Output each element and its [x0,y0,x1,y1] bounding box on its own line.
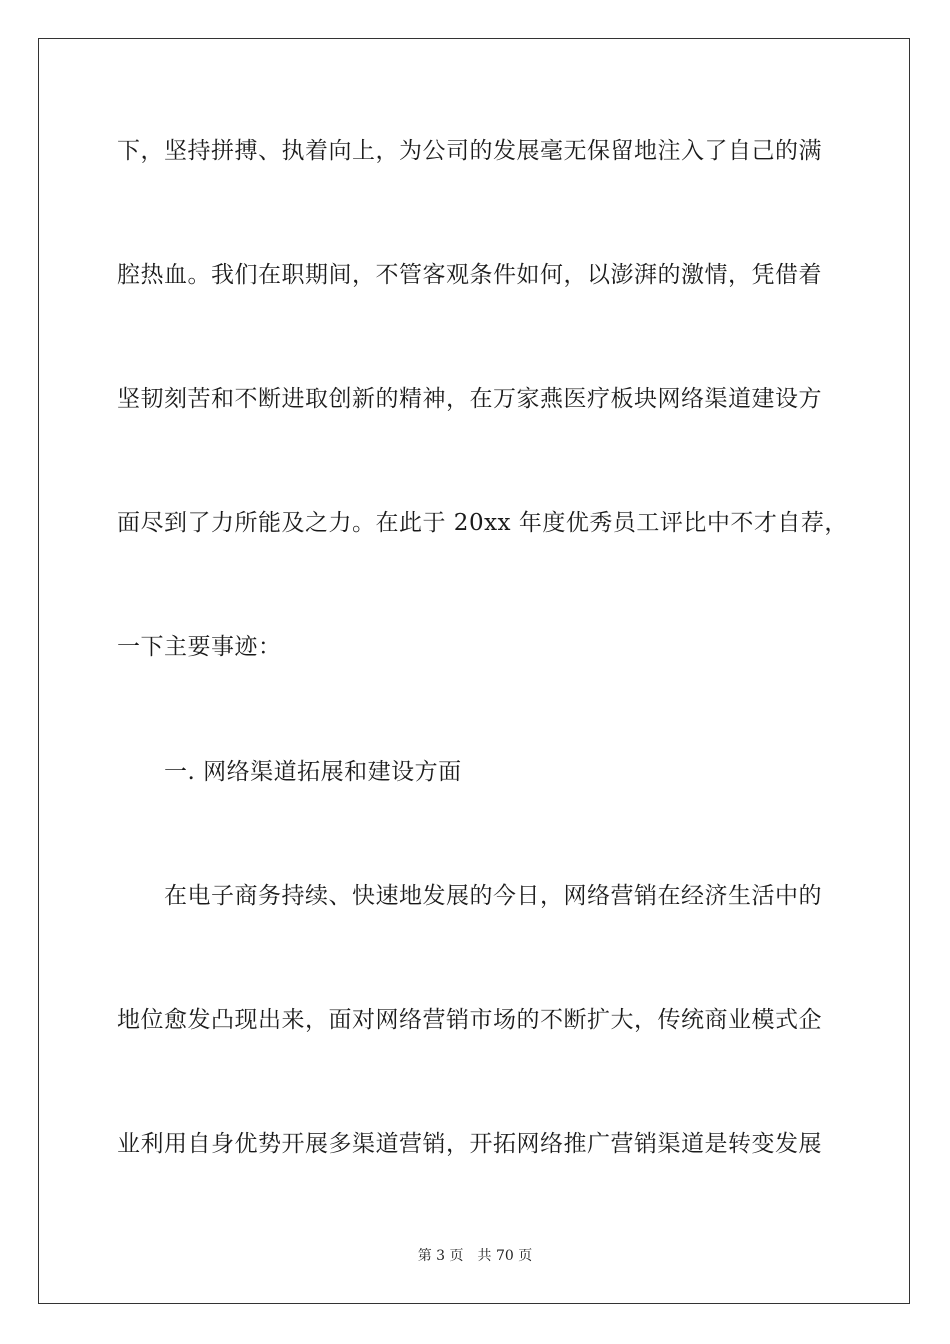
page-number-total: 共 70 页 [477,1248,533,1264]
page-border [38,38,910,1304]
body-text-line: 面尽到了力所能及之力。在此于 20xx 年度优秀员工评比中不才自荐， [117,510,848,536]
body-text-line: 腔热血。我们在职期间，不管客观条件如何，以澎湃的激情，凭借着 [117,262,822,288]
body-text-line: 坚韧刻苦和不断进取创新的精神，在万家燕医疗板块网络渠道建设方 [117,386,822,412]
body-text-line: 业利用自身优势开展多渠道营销，开拓网络推广营销渠道是转变发展 [117,1131,822,1157]
page-number-current: 第 3 页 [417,1248,464,1264]
section-heading: 一. 网络渠道拓展和建设方面 [164,759,462,785]
body-text-line: 地位愈发凸现出来，面对网络营销市场的不断扩大，传统商业模式企 [117,1007,822,1033]
page-footer [0,1246,950,1266]
body-text-line: 下，坚持拼搏、执着向上，为公司的发展毫无保留地注入了自己的满 [117,138,822,164]
paragraph-first-line: 在电子商务持续、快速地发展的今日，网络营销在经济生活中的 [164,883,822,909]
body-text-line: 一下主要事迹： [117,634,282,660]
